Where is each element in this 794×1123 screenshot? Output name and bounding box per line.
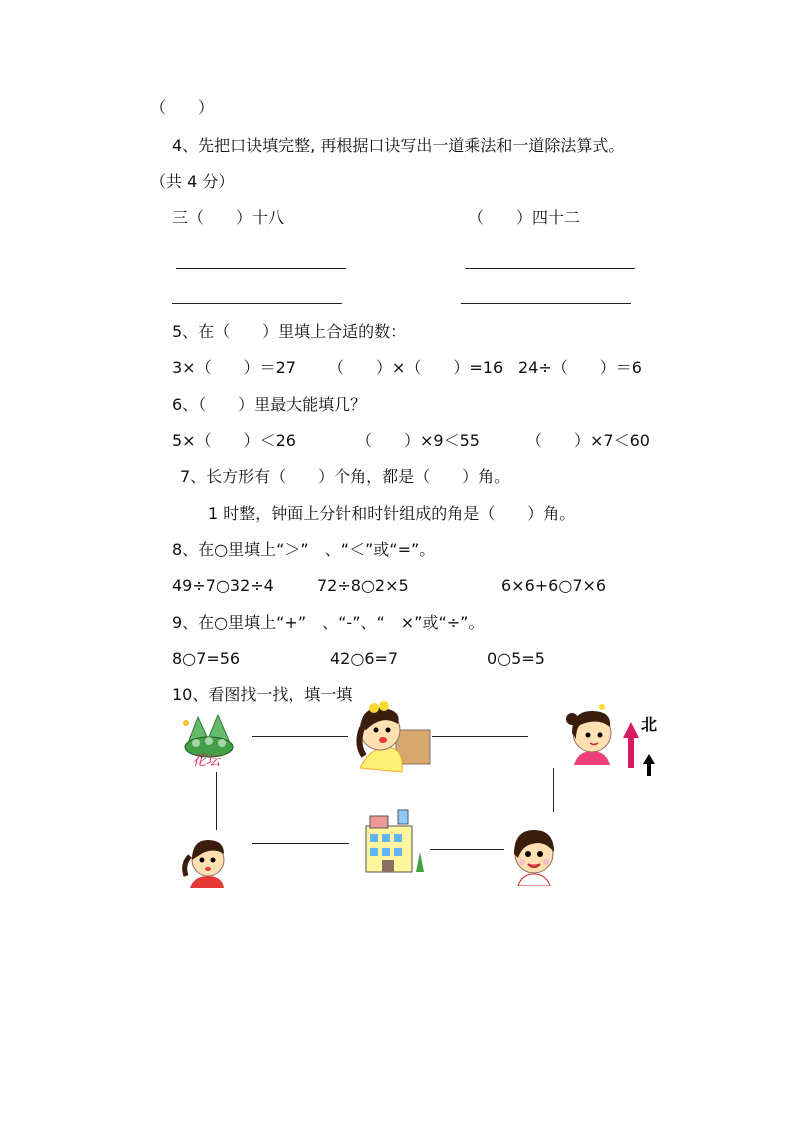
q6-item-a: 5×（ ）＜26	[172, 431, 296, 450]
q6-item-b: （ ）×9＜55	[356, 431, 480, 450]
q5-item-b: （ ）×（ ）=16	[328, 358, 504, 377]
path-girl1-girl2	[432, 736, 528, 737]
answer-line-4[interactable]	[461, 303, 631, 304]
q9-title: 9、在○里填上“+” 、“-”、“ ×”或“÷”。	[172, 613, 485, 632]
q6-item-c: （ ）×7＜60	[526, 431, 650, 450]
q5-item-c: 24÷（ ）＝6	[518, 358, 642, 377]
flowerbed-picture	[178, 709, 240, 769]
girl-smiling-picture	[504, 824, 562, 886]
q5-title: 5、在（ ）里填上合适的数：	[172, 322, 407, 341]
q7-item-a: 7、长方形有（ ）个角，都是（ ）角。	[180, 467, 511, 486]
answer-line-3[interactable]	[172, 303, 342, 304]
girl-pink-picture	[558, 699, 620, 767]
q8-item-a: 49÷7○32÷4	[172, 576, 274, 595]
q4-title: 4、先把口诀填完整, 再根据口诀写出一道乘法和一道除法算式。	[172, 136, 625, 155]
q4-score: （共 4 分）	[150, 172, 235, 191]
q4-mnemonic-left: 三（ ）十八	[172, 208, 285, 227]
q5-item-a: 3×（ ）＝27	[172, 358, 296, 377]
q8-item-b: 72÷8○2×5	[317, 576, 409, 595]
q10-title: 10、看图找一找，填一填	[172, 685, 353, 704]
path-building-girl3	[430, 849, 504, 850]
q8-item-c: 6×6+6○7×6	[501, 576, 607, 595]
q9-item-c: 0○5=5	[487, 649, 545, 668]
school-building-picture	[360, 806, 426, 876]
girl-with-box-picture	[352, 700, 434, 774]
flowerbed-label: 花坛	[192, 753, 220, 769]
path-flowerbed-girl1	[252, 736, 348, 737]
answer-line-2[interactable]	[465, 268, 635, 269]
girl-pigtails-picture	[180, 832, 234, 888]
path-flowerbed-girl4	[216, 772, 217, 830]
q6-title: 6、（ ）里最大能填几？	[172, 395, 367, 414]
q7-item-b: 1 时整，钟面上分针和时针组成的角是（ ）角。	[208, 504, 576, 523]
path-girl4-building	[252, 843, 349, 844]
north-label: 北	[641, 715, 658, 734]
answer-line-1[interactable]	[176, 268, 346, 269]
carry-paren: （ ）	[150, 98, 215, 117]
q8-title: 8、在○里填上“＞” 、“＜”或“=”。	[172, 540, 436, 559]
q9-item-b: 42○6=7	[330, 649, 399, 668]
q9-item-a: 8○7=56	[172, 649, 241, 668]
q4-mnemonic-right: （ ）四十二	[468, 208, 581, 227]
path-girl2-girl3	[553, 768, 554, 812]
north-arrow-icon	[622, 712, 662, 778]
